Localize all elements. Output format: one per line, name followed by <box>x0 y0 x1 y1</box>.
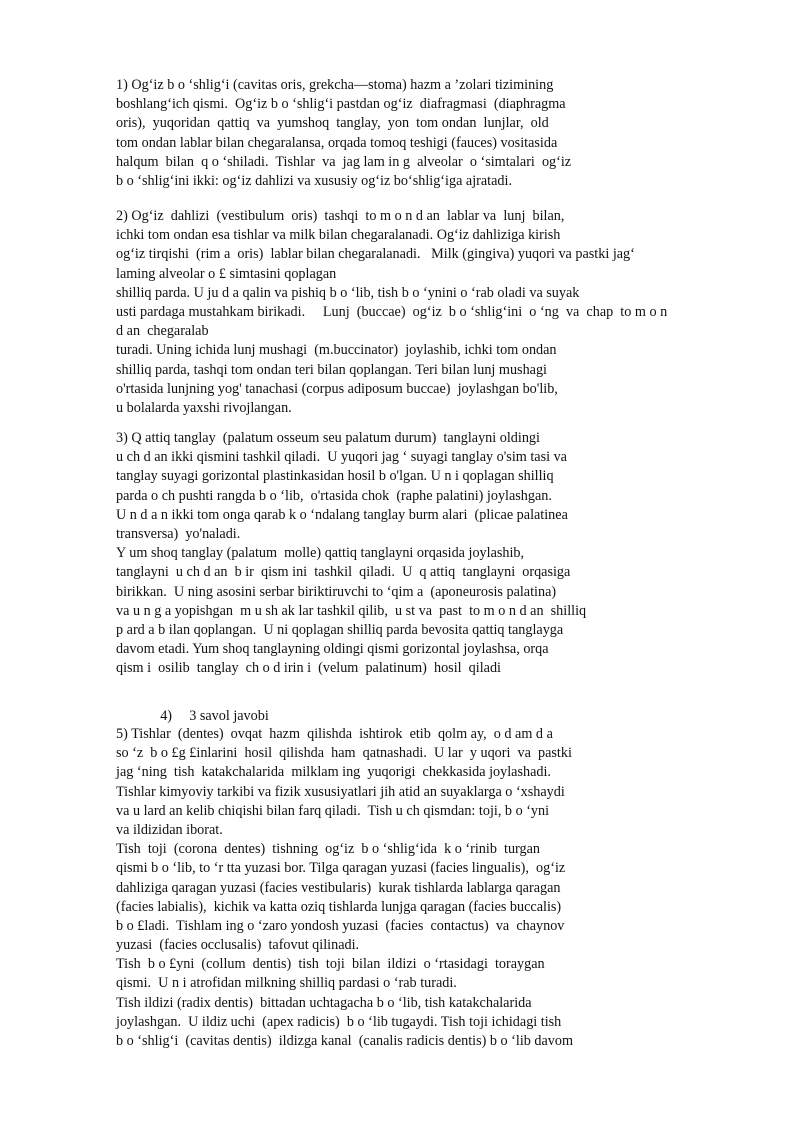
text-line: va u n g a yopishgan m u sh ak lar tashkil qilib, u st va past to m o n d an shilliq <box>116 602 587 619</box>
text-line: ichki tom ondan esa tishlar va milk bilan chegaralanadi. Og‘iz dahliziga kirish <box>116 227 561 244</box>
text-line: og‘iz tirqishi (rim a oris) lablar bilan chegaralanadi. Milk (gingiva) yuqori va pastki jag‘ <box>116 246 635 263</box>
text-line: u ch d an ikki qismini tashkil qiladi. U yuqori jag ‘ suyagi tanglay o'sim tasi va <box>116 449 567 466</box>
text-line: va u lard an kelib chiqishi bilan farq qiladi. Tish u ch qismdan: toji, b o ‘yni <box>116 802 550 819</box>
text-line: qismi. U n i atrofidan milkning shilliq pardasi o ‘rab turadi. <box>116 975 457 992</box>
text-line: halqum bilan q o ‘shiladi. Tishlar va jag lam in g alveolar o ‘simtalari og‘iz <box>116 153 572 170</box>
text-line: shilliq parda, tashqi tom ondan teri bilan qoplangan. Teri bilan lunj mushagi <box>116 361 547 378</box>
text-line: Y um shoq tanglay (palatum molle) qattiq tanglayni orqasida joylashib, <box>116 545 525 562</box>
text-line: usti pardaga mustahkam birikadi. Lunj (buccae) og‘iz b o ‘shlig‘ini o ‘ng va chap to m o n <box>116 303 668 320</box>
text-line: d an chegaralab <box>116 323 209 340</box>
text-line: o'rtasida lunjning yog' tanachasi (corpus adiposum buccae) joylashgan bo'lib, <box>116 380 558 397</box>
text-line: qismi b o ‘lib, to ‘r tta yuzasi bor. Tilga qaragan yuzasi (facies lingualis), og‘iz <box>116 860 566 877</box>
text-line: birikkan. U ning asosini serbar biriktiruvchi to ‘qim a (aponeurosis palatina) <box>116 583 557 600</box>
text-line: boshlang‘ich qismi. Og‘iz b o ‘shlig‘i pastdan og‘iz diafragmasi (diaphragma <box>116 96 566 113</box>
text-line: yuzasi (facies occlusalis) tafovut qilinadi. <box>116 937 360 954</box>
text-line: u bolalarda yaxshi rivojlangan. <box>116 399 292 416</box>
text-line: b o £ladi. Tishlam ing o ‘zaro yondosh yuzasi (facies contactus) va chaynov <box>116 917 565 934</box>
text-line: Tish ildizi (radix dentis) bittadan uchtagacha b o ‘lib, tish katakchalarida <box>116 994 532 1011</box>
text-line: tanglayni u ch d an b ir qism ini tashkil qiladi. U q attiq tanglayni orqasiga <box>116 564 571 581</box>
text-line: 5) Tishlar (dentes) ovqat hazm qilishda ishtirok etib qolm ay, o d am d a <box>116 726 553 742</box>
paragraph-teeth <box>116 725 786 1051</box>
text-line: 1) Og‘iz b o ‘shlig‘i (cavitas oris, grekcha—stoma) hazm a ’zolari tizimining <box>116 77 554 93</box>
paragraph-palate <box>116 429 786 678</box>
text-line: va ildizidan iborat. <box>116 821 223 838</box>
text-line: transversa) yo'naladi. <box>116 525 241 542</box>
paragraph-oral-cavity <box>116 76 786 191</box>
list-item-text: 3 savol javobi <box>189 708 269 725</box>
text-line: b o ‘shlig‘ini ikki: og‘iz dahlizi va xususiy og‘iz bo‘shlig‘iga ajratadi. <box>116 172 512 189</box>
text-line: qism i osilib tanglay ch o d irin i (velum palatinum) hosil qiladi <box>116 660 501 677</box>
text-line: dahliziga qaragan yuzasi (facies vestibularis) kurak tishlarda lablarga qaragan <box>116 879 561 896</box>
text-line: tanglay suyagi gorizontal plastinkasidan hosil b o'lgan. U n i qoplagan shilliq <box>116 468 554 485</box>
text-line: Tishlar kimyoviy tarkibi va fizik xususiyatlari jih atid an suyaklarga o ‘xshaydi <box>116 783 565 800</box>
text-line: parda o ch pushti rangda b o ‘lib, o'rtasida chok (raphe palatini) joylashgan. <box>116 487 552 504</box>
text-line: turadi. Uning ichida lunj mushagi (m.buccinator) joylashib, ichki tom ondan <box>116 342 557 359</box>
text-line: davom etadi. Yum shoq tanglayning oldingi qismi gorizontal joylashsa, orqa <box>116 641 549 658</box>
text-line: 3) Q attiq tanglay (palatum osseum seu palatum durum) tanglayni oldingi <box>116 430 540 446</box>
text-line: 2) Og‘iz dahlizi (vestibulum oris) tashqi to m o n d an lablar va lunj bilan, <box>116 208 565 224</box>
paragraph-vestibule <box>116 207 786 418</box>
text-line: Tish toji (corona dentes) tishning og‘iz b o ‘shlig‘ida k o ‘rinib turgan <box>116 841 541 858</box>
text-line: shilliq parda. U ju d a qalin va pishiq b o ‘lib, tish b o ‘ynini o ‘rab oladi va suyak <box>116 284 580 301</box>
text-line: jag ‘ning tish katakchalarida milklam ing yuqorigi chekkasida joylashadi. <box>116 764 551 781</box>
text-line: Tish b o £yni (collum dentis) tish toji bilan ildizi o ‘rtasidagi toraygan <box>116 956 545 973</box>
text-line: U n d a n ikki tom onga qarab k o ‘ndalang tanglay burm alari (plicae palatinea <box>116 506 568 523</box>
text-line: b o ‘shlig‘i (cavitas dentis) ildizga kanal (canalis radicis dentis) b o ‘lib davom <box>116 1033 574 1049</box>
text-line: so ‘z b o £g £inlarini hosil qilishda ham qatnashadi. U lar y uqori va pastki <box>116 745 572 762</box>
text-line: joylashgan. U ildiz uchi (apex radicis) b o ‘lib tugaydi. Tish toji ichidagi tish <box>116 1013 562 1030</box>
text-line: tom ondan lablar bilan chegaralansa, orqada tomoq teshigi (fauces) vositasida <box>116 134 558 151</box>
text-line: oris), yuqoridan qattiq va yumshoq tanglay, yon tom ondan lunjlar, old <box>116 115 549 132</box>
text-line: laming alveolar o £ simtasini qoplagan <box>116 265 337 282</box>
text-line: p ard a b ilan qoplangan. U ni qoplagan shilliq parda bevosita qattiq tanglayga <box>116 621 564 638</box>
text-line: (facies labialis), kichik va katta oziq tishlarda lunjga qaragan (facies buccalis) <box>116 898 562 915</box>
list-item-number: 4) <box>160 708 173 725</box>
